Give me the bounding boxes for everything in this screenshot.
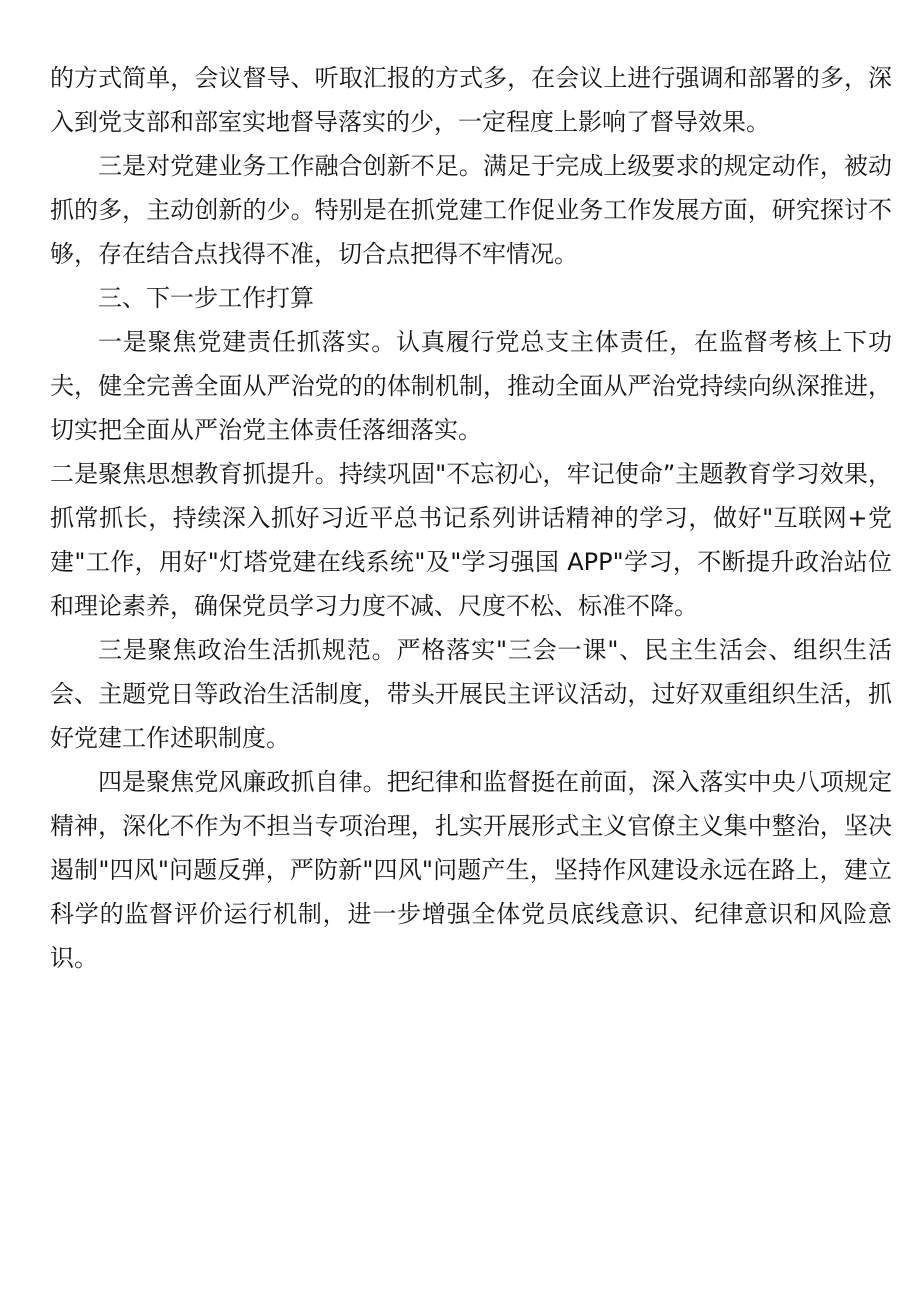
section-heading-next-steps: 三、下一步工作打算 — [98, 284, 314, 312]
document-body — [50, 56, 892, 980]
paragraph-continuation: 的方式简单，会议督导、听取汇报的方式多，在会议上进行强调和部署的多，深入到党支部和部室实地督导落实的少，一定程度上影响了督导效果。 — [50, 64, 892, 136]
paragraph-plan-three: 三是聚焦政治生活抓规范。严格落实"三会一课"、民主生活会、组织生活会、主题党日等政治生活制度，带头开展民主评议活动，过好双重组织生活，抓好党建工作述职制度。 — [50, 636, 892, 752]
paragraph-plan-one: 一是聚焦党建责任抓落实。认真履行党总支主体责任，在监督考核上下功夫，健全完善全面从严治党的的体制机制，推动全面从严治党持续向纵深推进，切实把全面从严治党主体责任落细落实。 — [50, 328, 892, 444]
paragraph-plan-two: 二是聚焦思想教育抓提升。持续巩固"不忘初心，牢记使命”主题教育学习效果，抓常抓长，持续深入抓好习近平总书记系列讲话精神的学习，做好"互联网+党建"工作，用好"灯塔党建在线系统"及"学习强国 APP"学习，不断提升政治站位和理论素养，确保党员学习力度不减、尺度不松、标准不降。 — [50, 460, 892, 620]
paragraph-plan-four: 四是聚焦党风廉政抓自律。把纪律和监督挺在前面，深入落实中央八项规定精神，深化不作为不担当专项治理，扎实开展形式主义官僚主义集中整治，坚决遏制"四风"问题反弹，严防新"四风"问题产生，坚持作风建设永远在路上，建立科学的监督评价运行机制，进一步增强全体党员底线意识、纪律意识和风险意识。 — [50, 768, 892, 972]
paragraph-point-three-integration: 三是对党建业务工作融合创新不足。满足于完成上级要求的规定动作，被动抓的多，主动创新的少。特别是在抓党建工作促业务工作发展方面，研究探讨不够，存在结合点找得不准，切合点把得不牢情况。 — [50, 152, 892, 268]
